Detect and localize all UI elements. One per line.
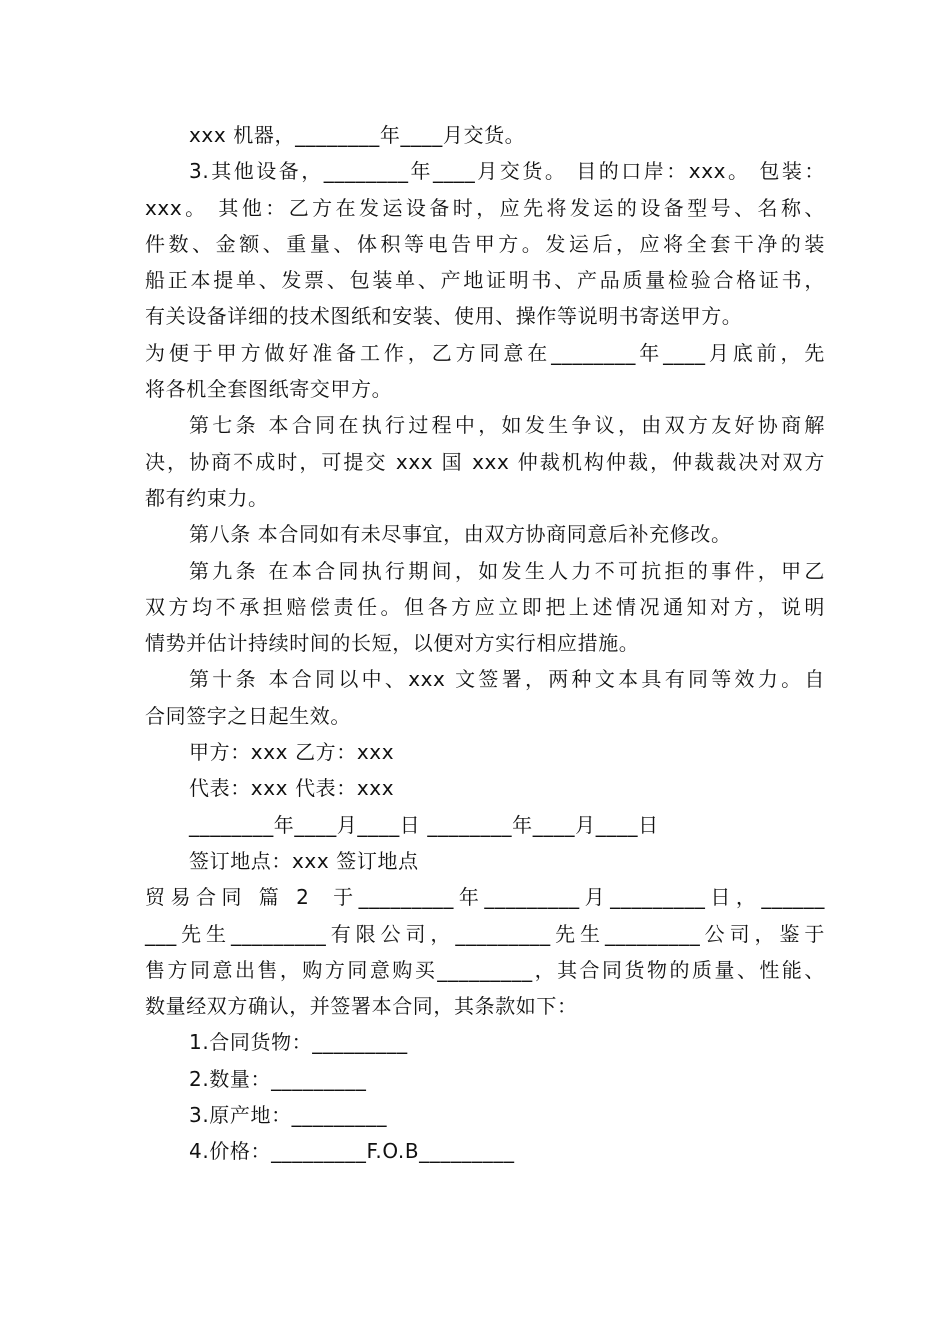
text-line: 都有约束力。 [145, 485, 269, 510]
document-body [145, 117, 825, 1170]
text-line: xxx 机器，________年____月交货。 [189, 123, 526, 147]
text-line: 有关设备详细的技术图纸和安装、使用、操作等说明书寄送甲方。 [145, 304, 743, 329]
text-line: 船正本提单、发票、包装单、产地证明书、产品质量检验合格证书， [145, 268, 825, 293]
representative-line: 代表：xxx 代表：xxx [189, 776, 395, 801]
text-line: 为便于甲方做好准备工作，乙方同意在________年____月底前，先 [145, 340, 825, 365]
clause-price-line: 4.价格：_________F.O.B_________ [189, 1139, 515, 1164]
signing-place-line: 签订地点：xxx 签订地点 [189, 848, 419, 873]
date-line: ________年____月____日 ________年____月____日 [189, 812, 659, 837]
text-line: ___先生_________有限公司，_________先生_________公司，鉴于 [145, 921, 825, 946]
text-line: xxx。 其他：乙方在发运设备时，应先将发运的设备型号、名称、 [145, 195, 825, 220]
article-7-line: 第七条 本合同在执行过程中，如发生争议，由双方友好协商解 [189, 413, 825, 438]
article-9-line: 第九条 在本合同执行期间，如发生人力不可抗拒的事件，甲乙 [189, 558, 825, 583]
text-line: 双方均不承担赔偿责任。但各方应立即把上述情况通知对方，说明 [145, 594, 825, 619]
text-line: 将各机全套图纸寄交甲方。 [145, 377, 393, 402]
text-line: 决，协商不成时，可提交 xxx 国 xxx 仲裁机构仲裁，仲裁裁决对双方 [145, 449, 825, 474]
section-heading-line: 贸易合同 篇 2 于_________年_________月_________日，______ [145, 885, 825, 910]
clause-quantity-line: 2.数量：_________ [189, 1066, 367, 1091]
text-line: 数量经双方确认，并签署本合同，其条款如下： [145, 994, 578, 1019]
clause-origin-line: 3.原产地：_________ [189, 1103, 388, 1128]
text-line: 3.其他设备，________年____月交货。 目的口岸：xxx。 包装： [189, 159, 825, 184]
text-line: 件数、金额、重量、体积等电告甲方。发运后，应将全套干净的装 [145, 231, 825, 256]
article-8-line: 第八条 本合同如有未尽事宜，由双方协商同意后补充修改。 [189, 522, 732, 547]
party-line: 甲方：xxx 乙方：xxx [189, 740, 395, 765]
text-line: 售方同意出售，购方同意购买_________，其合同货物的质量、性能、 [145, 957, 825, 982]
text-line: 情势并估计持续时间的长短，以便对方实行相应措施。 [145, 631, 640, 656]
article-10-line: 第十条 本合同以中、xxx 文签署，两种文本具有同等效力。自 [189, 667, 825, 692]
text-line: 合同签字之日起生效。 [145, 703, 351, 728]
clause-goods-line: 1.合同货物：_________ [189, 1030, 408, 1055]
